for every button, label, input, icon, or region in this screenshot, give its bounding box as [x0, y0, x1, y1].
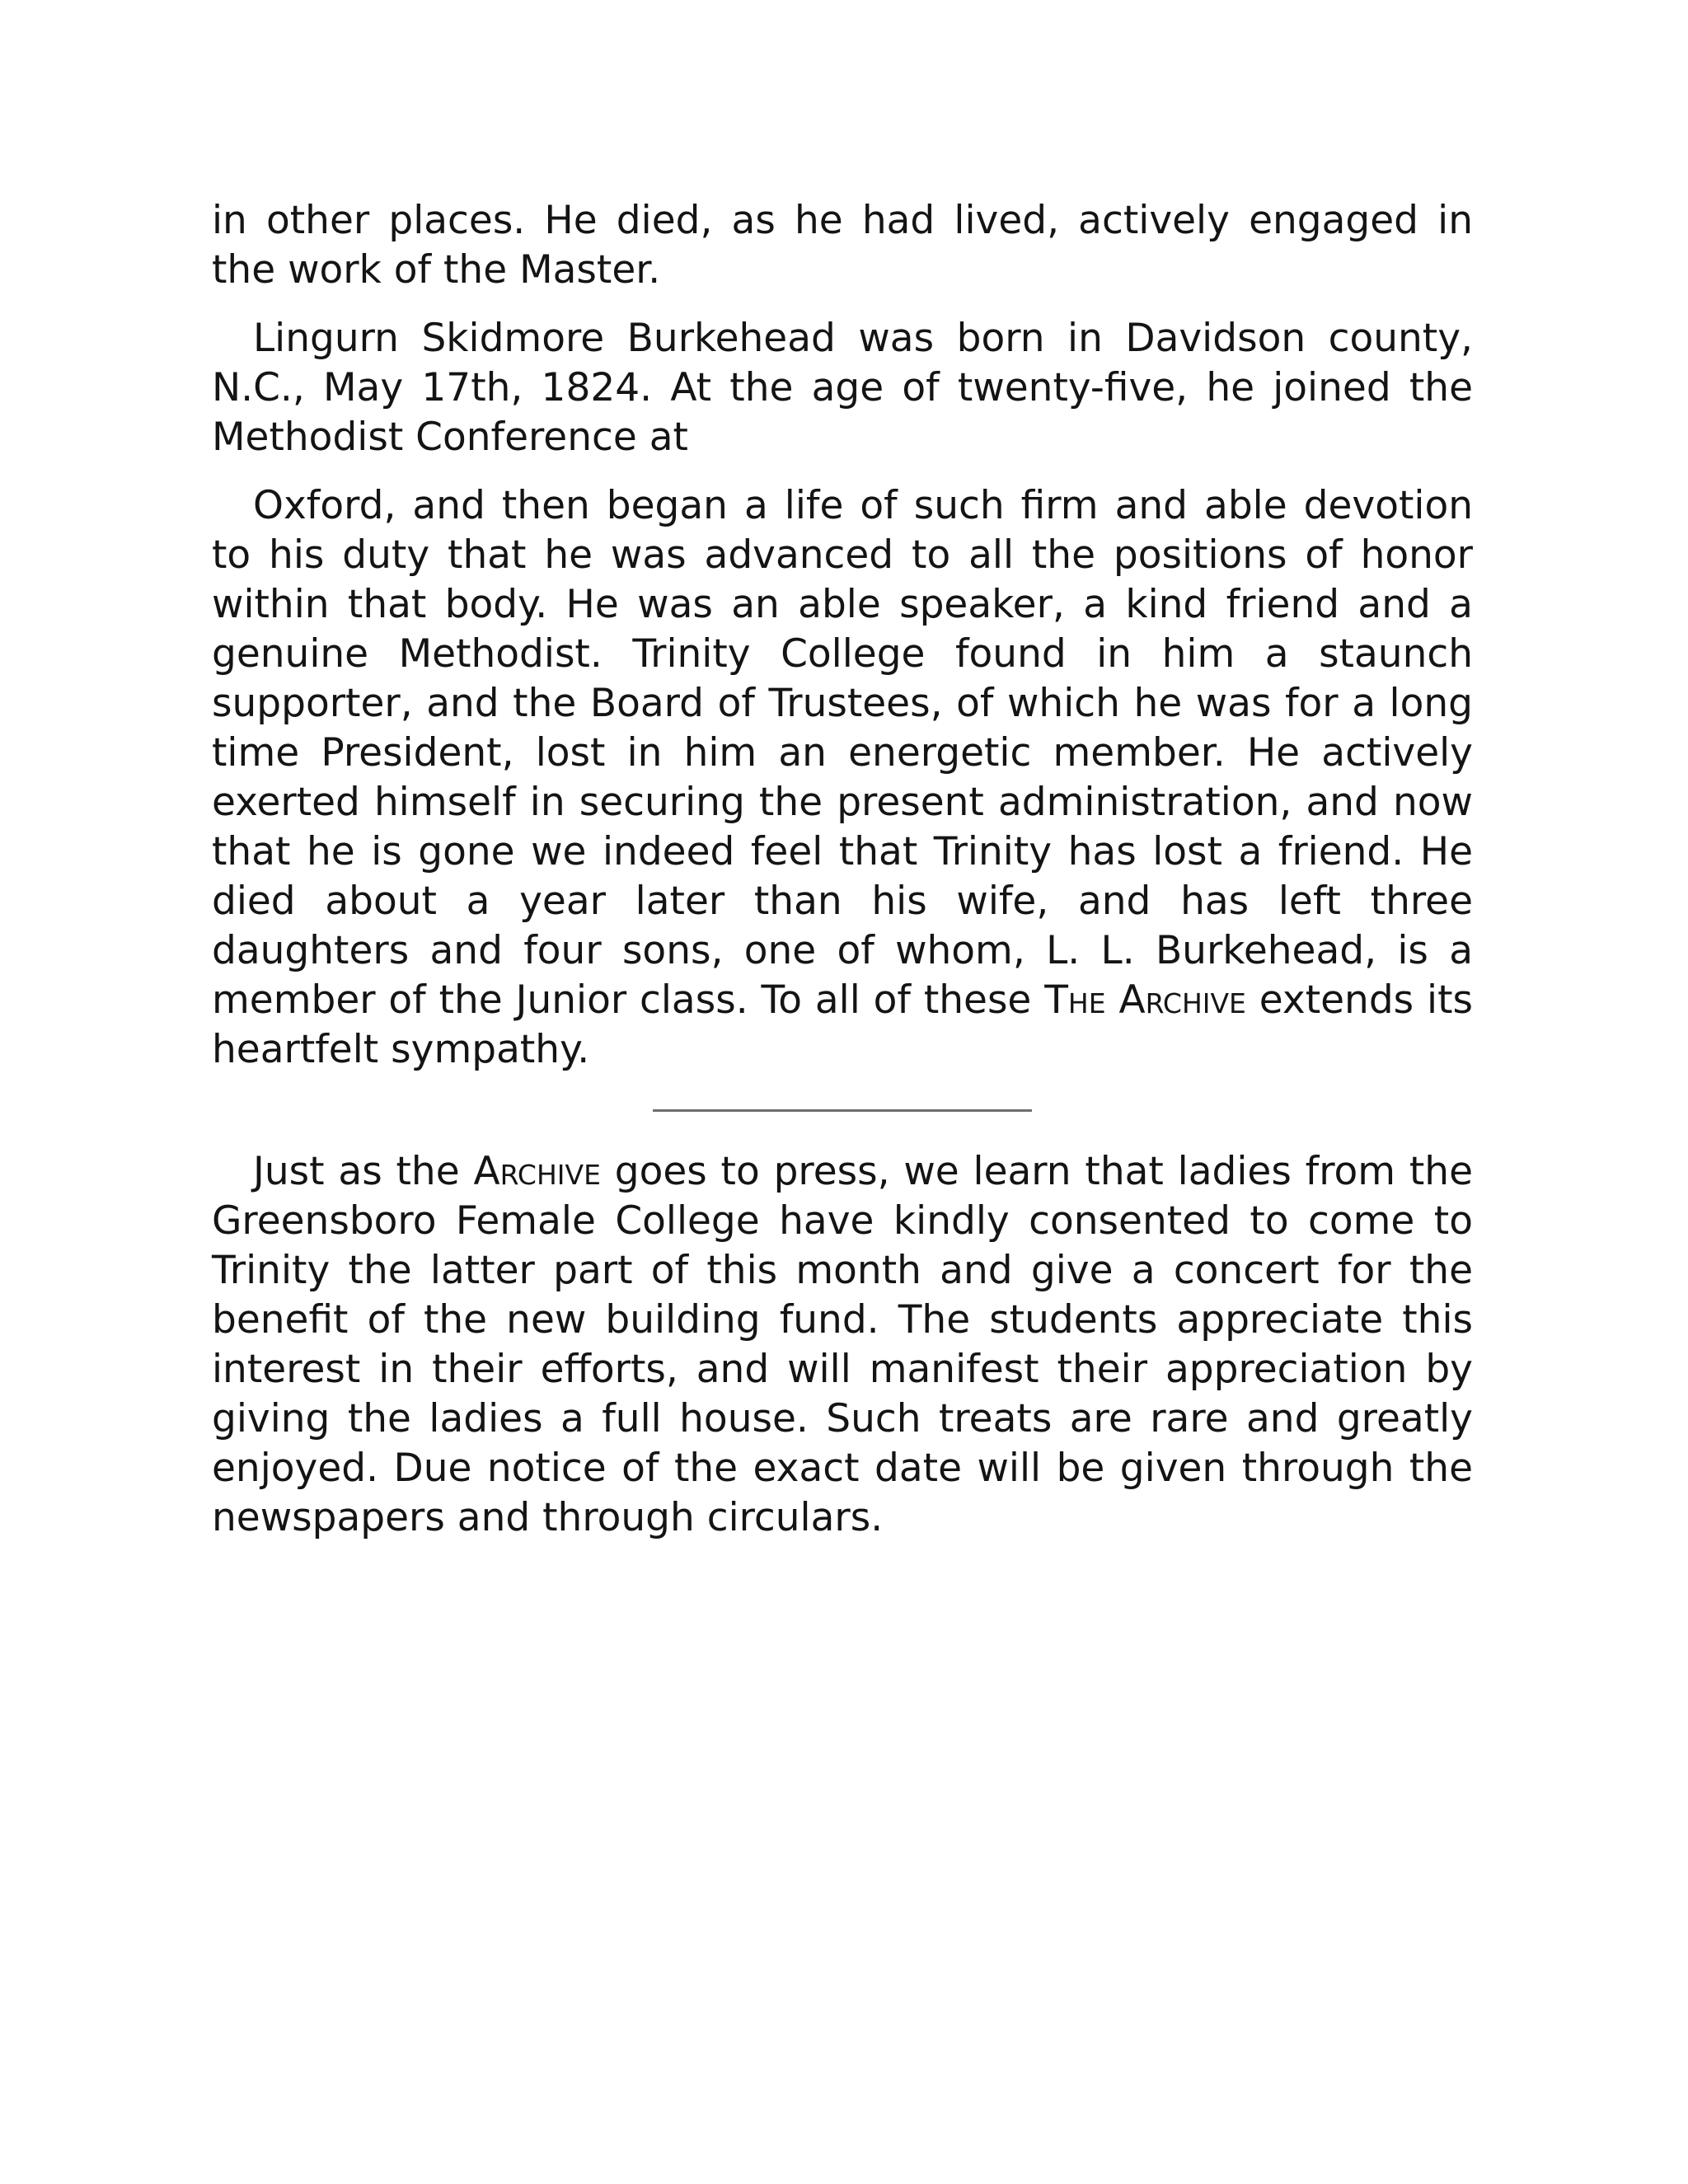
paragraph-3-text-start: Oxford, and then began a life of such firm and able devotion to his duty that he was advanced to all the positions of honor within that body. He was an able speaker, a kind friend and a genuine Methodist. Trinity College found in him a staunch supporter, and the Board of Trustees, of which he was for a long time President, lost in him an energetic member. He actively exerted himself in securing the present administration, and now that he is gone we indeed feel that Trinity has lost a friend. He died about a year later than his wife, and has left three daughters and four sons, one of whom, L. L. Burkehead, is a member of the Junior class. To all of these — [212, 483, 1473, 1023]
paragraph-3-small-caps: The Archive — [1044, 977, 1246, 1023]
paragraph-1 — [212, 196, 1473, 295]
paragraph-3 — [212, 481, 1473, 1075]
paragraph-4 — [212, 1147, 1473, 1543]
paragraph-2 — [212, 314, 1473, 462]
section-divider — [653, 1109, 1032, 1112]
paragraph-4-text-start: Just as the — [253, 1149, 474, 1194]
paragraph-4-small-caps: Archive — [473, 1149, 601, 1194]
paragraph-4-text-end: goes to press, we learn that ladies from the Greensboro Female College have kindly consented to come to Trinity the latter part of this month and give a concert for the benefit of the new building fund. The students appreciate this interest in their efforts, and will manifest their appreciation by giving the ladies a full house. Such treats are rare and greatly enjoyed. Due notice of the exact date will be given through the newspapers and through circulars. — [212, 1149, 1473, 1540]
paragraph-2-text: Lingurn Skidmore Burkehead was born in Davidson county, N.C., May 17th, 1824. At the age of twenty-five, he joined the Methodist Conference at — [212, 316, 1473, 460]
paragraph-1-text: in other places. He died, as he had lived, actively engaged in the work of the Master. — [212, 198, 1473, 293]
document-page — [212, 196, 1473, 1543]
paragraph-3-text-end: extends its heartfelt sympathy. — [212, 977, 1473, 1072]
